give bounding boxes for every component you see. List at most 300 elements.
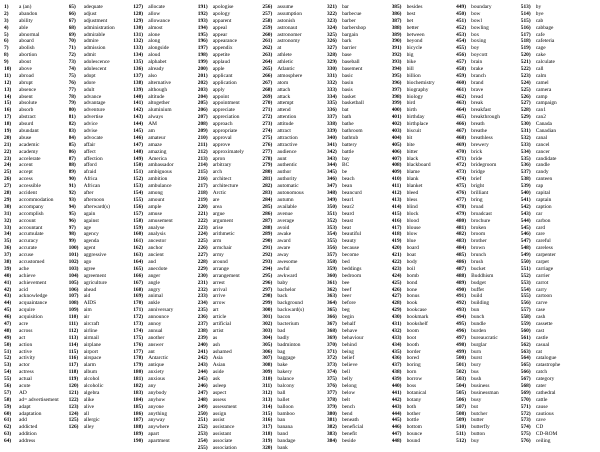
entry-number: 137) [133,72,144,79]
word-entry [456,431,521,438]
word-entry [521,259,586,266]
entry-number: 282) [262,183,273,190]
entry-number: 466) [456,121,467,128]
entry-word: allergic [83,417,100,424]
entry-number: 145) [133,128,144,135]
entry-word: breakfast [471,107,491,114]
entry-word: brewery [471,141,489,148]
word-entry [392,404,457,411]
word-entry [133,231,198,238]
word-entry [392,149,457,156]
entry-word: baggage [277,355,296,362]
word-entry [521,369,586,376]
entry-word: appropriate [212,128,238,135]
entry-number: 574) [520,424,531,431]
entry-word: assist [212,417,225,424]
entry-number: 456) [456,52,467,59]
entry-number: 213) [197,155,208,162]
entry-word: baseball [341,59,360,66]
entry-word: cast [535,327,545,334]
entry-word: bacon [277,314,291,321]
word-entry [521,390,586,397]
word-entry [198,349,263,356]
entry-number: 47) [4,320,12,327]
word-entry [521,156,586,163]
entry-word: cabbage [535,24,554,31]
word-entry [521,321,586,328]
entry-number: 371) [326,348,337,355]
word-entry [198,369,263,376]
entry-number: 110) [68,314,79,321]
word-entry [521,190,586,197]
entry-word: build [471,293,483,300]
word-entry [4,156,69,163]
word-entry [4,417,69,424]
entry-word: boundary [471,4,492,10]
word-entry [69,94,134,101]
entry-number: 406) [391,148,402,155]
word-entry [262,383,327,390]
entry-number: 262) [262,45,273,52]
word-entry [521,328,586,335]
entry-word: candy [535,169,549,176]
entry-number: 40) [4,272,12,279]
word-entry [392,349,457,356]
entry-word: astronaut [277,24,298,31]
entry-word: broadcast [471,210,492,217]
entry-word: ability [19,17,33,24]
entry-word: arrive [212,293,226,300]
word-entry [198,335,263,342]
word-entry [521,300,586,307]
word-entry [262,390,327,397]
entry-number: 350) [326,203,337,210]
entry-number: 238) [197,327,208,334]
entry-word: accompany [19,203,44,210]
word-entry [392,397,457,404]
word-entry [69,107,134,114]
entry-number: 381) [326,417,337,424]
word-entry [4,94,69,101]
entry-word: adolescence [83,59,110,66]
entry-number: 368) [326,327,337,334]
entry-word: attach [277,86,291,93]
entry-number: 497) [456,334,467,341]
word-entry [262,149,327,156]
entry-number: 345) [326,169,337,176]
entry-number: 156) [133,203,144,210]
word-entry [69,293,134,300]
word-entry [262,100,327,107]
entry-word: and [148,258,156,265]
word-entry [69,4,134,11]
word-entry [521,25,586,32]
entry-number: 89) [68,169,76,176]
word-entry [69,245,134,252]
entry-number: 380) [326,410,337,417]
entry-number: 275) [262,134,273,141]
word-entry [4,225,69,232]
entry-number: 106) [68,286,79,293]
entry-number: 465) [456,114,467,121]
word-entry [327,307,392,314]
word-entry [4,280,69,287]
entry-word: before [341,300,356,307]
entry-number: 217) [197,183,208,190]
entry-number: 28) [4,190,12,197]
word-entry [69,287,134,294]
word-entry [327,66,392,73]
entry-word: cater [535,382,547,389]
entry-number: 379) [326,403,337,410]
entry-number: 4) [4,24,9,31]
word-entry [456,355,521,362]
entry-number: 415) [391,210,402,217]
word-entry [392,52,457,59]
word-entry [262,424,327,431]
entry-word: case [535,307,546,314]
entry-word: apologise [212,4,234,10]
entry-number: 35) [4,238,12,245]
entry-number: 383) [326,431,337,438]
word-entry [262,73,327,80]
entry-word: basketball [341,100,364,107]
entry-word: ceiling [535,438,551,445]
word-entry [69,362,134,369]
entry-number: 148) [133,148,144,155]
word-entry [4,307,69,314]
word-entry [327,32,392,39]
entry-number: 304) [262,334,273,341]
entry-word: bridegroom [471,162,497,169]
entry-number: 424) [391,272,402,279]
entry-number: 214) [197,162,208,169]
entry-word: badminton [277,341,301,348]
entry-number: 240) [197,341,208,348]
entry-word: abrupt [19,79,33,86]
word-entry [198,45,263,52]
entry-word: also [148,72,157,79]
entry-word: beautiful [341,231,362,238]
entry-number: 348) [326,190,337,197]
word-entry [4,300,69,307]
word-entry [521,231,586,238]
word-entry [4,259,69,266]
word-entry [327,176,392,183]
entry-word: admit [83,52,96,59]
entry-word: air [83,314,90,321]
word-entry [4,383,69,390]
entry-number: 129) [133,17,144,24]
entry-number: 469) [456,141,467,148]
entry-word: anyway [148,417,165,424]
word-entry [327,218,392,225]
entry-number: 64) [4,438,12,445]
word-entry [327,293,392,300]
entry-number: 179) [133,362,144,369]
entry-number: 244) [197,369,208,376]
entry-word: brush [471,258,484,265]
word-entry [521,87,586,94]
entry-number: 132) [133,38,144,45]
word-entry [198,438,263,445]
word-entry [456,107,521,114]
word-entry [69,121,134,128]
entry-number: 448) [391,438,402,445]
entry-word: airspace [83,355,102,362]
entry-number: 87) [68,155,76,162]
entry-word: acquire [19,307,35,314]
word-entry [69,314,134,321]
entry-word: aircraft [83,320,100,327]
entry-number: 562) [520,341,531,348]
entry-number: 404) [391,134,402,141]
entry-number: 245) [197,376,208,383]
entry-number: 459) [456,72,467,79]
entry-word: camp [535,93,548,100]
word-entry [327,45,392,52]
entry-number: 521) [520,59,531,66]
entry-number: 519) [520,45,531,52]
word-entry [327,80,392,87]
word-entry [521,204,586,211]
entry-number: 75) [68,72,76,79]
word-entry [133,211,198,218]
word-entry [456,162,521,169]
entry-word: admission [83,45,106,52]
entry-number: 353) [326,224,337,231]
entry-number: 171) [133,307,144,314]
entry-word: alphabet [148,59,167,66]
entry-word: behalf [341,320,356,327]
word-entry [133,183,198,190]
entry-word: against [83,217,99,224]
entry-number: 522) [520,66,531,73]
word-entry [262,404,327,411]
entry-word: arch [212,169,223,176]
entry-number: 123) [68,403,79,410]
entry-word: appearance [212,38,238,45]
entry-word: authentic [277,162,298,169]
word-entry [327,369,392,376]
entry-word: AIDS [83,300,97,307]
word-entry [456,45,521,52]
entry-number: 243) [197,362,208,369]
entry-number: 444) [391,410,402,417]
word-column [262,4,327,452]
word-entry [69,66,134,73]
entry-number: 407) [391,155,402,162]
word-entry [456,176,521,183]
entry-word: arrest [212,279,225,286]
entry-number: 489) [456,279,467,286]
entry-word: boy [471,45,480,52]
word-entry [198,190,263,197]
word-entry [69,355,134,362]
word-entry [392,417,457,424]
entry-word: bonus [406,293,420,300]
word-entry [198,390,263,397]
word-entry [69,197,134,204]
entry-number: 496) [456,327,467,334]
word-entry [456,404,521,411]
entry-number: 566) [520,369,531,376]
word-entry [456,287,521,294]
entry-word: ahead [83,286,97,293]
entry-number: 52) [4,355,12,362]
entry-number: 133) [133,45,144,52]
entry-number: 354) [326,231,337,238]
entry-number: 290) [262,238,273,245]
word-entry [198,362,263,369]
entry-word: anybody [148,389,167,396]
word-entry [392,231,457,238]
word-entry [198,431,263,438]
entry-number: 269) [262,93,273,100]
entry-word: button [471,431,485,438]
entry-number: 341) [326,141,337,148]
entry-word: acute [19,382,31,389]
word-entry [4,183,69,190]
word-entry [392,94,457,101]
entry-number: 228) [197,258,208,265]
entry-word: alongside [148,45,169,52]
word-entry [327,183,392,190]
entry-word: adolescent [83,66,107,73]
word-entry [262,204,327,211]
entry-word: big [406,52,414,59]
entry-word: arrangement [212,272,240,279]
word-entry [456,197,521,204]
entry-word: angry [148,286,161,293]
word-entry [4,169,69,176]
word-entry [262,411,327,418]
entry-number: 364) [326,300,337,307]
entry-word: ache [19,265,29,272]
entry-word: brand [471,79,484,86]
word-entry [262,307,327,314]
entry-number: 365) [326,307,337,314]
entry-number: 560) [520,327,531,334]
entry-word: advantage [83,100,106,107]
word-entry [392,156,457,163]
word-entry [69,183,134,190]
entry-word: balcony [277,382,295,389]
word-entry [262,94,327,101]
entry-number: 331) [326,72,337,79]
word-entry [521,342,586,349]
entry-word: able [19,24,28,31]
word-entry [133,18,198,25]
entry-number: 499) [456,348,467,355]
entry-number: 402) [391,121,402,128]
word-entry [133,197,198,204]
word-entry [456,328,521,335]
entry-word: Canadian [535,128,557,135]
entry-number: 234) [197,300,208,307]
entry-word: animal [148,293,163,300]
word-entry [392,300,457,307]
entry-word: bark [341,38,352,45]
word-entry [4,321,69,328]
entry-number: 77) [68,86,76,93]
word-entry [456,121,521,128]
entry-number: 436) [391,355,402,362]
word-entry [262,369,327,376]
entry-word: blue [406,238,416,245]
word-entry [4,100,69,107]
entry-number: 270) [262,100,273,107]
entry-number: 319) [262,438,273,445]
entry-word: bit [406,134,413,141]
entry-number: 567) [520,376,531,383]
word-entry [456,252,521,259]
entry-word: attention [277,114,297,121]
entry-word: beddings [341,265,362,272]
entry-word: bucket [471,265,486,272]
entry-word: aggressive [83,252,107,259]
word-entry [4,38,69,45]
word-column [4,4,69,445]
word-entry [521,424,586,431]
entry-word: association [212,445,237,451]
entry-word: but [471,403,479,410]
entry-word: athlete [277,52,292,59]
entry-number: 545) [520,224,531,231]
entry-word: apart [148,431,159,438]
entry-number: 163) [133,252,144,259]
word-entry [262,128,327,135]
word-entry [456,149,521,156]
word-entry [133,11,198,18]
entry-number: 207) [197,114,208,121]
entry-word: appointment [212,100,240,107]
entry-number: 462) [456,93,467,100]
entry-word: afternoon [83,196,105,203]
entry-number: 10) [4,66,12,73]
entry-word: brunch [471,252,487,259]
entry-number: 387) [391,17,402,24]
entry-word: apron [212,155,226,162]
entry-word: aloud [148,52,161,59]
word-entry [521,383,586,390]
entry-number: 286) [262,210,273,217]
word-entry [262,162,327,169]
entry-word: announce [148,314,169,321]
word-entry [133,59,198,66]
entry-number: 218) [197,190,208,197]
entry-number: 104) [68,272,79,279]
entry-number: 189) [133,431,144,438]
entry-number: 205) [197,100,208,107]
entry-word: artist [212,327,224,334]
entry-number: 176) [133,341,144,348]
entry-word: authority [277,176,297,183]
entry-word: building [471,300,490,307]
word-entry [521,94,586,101]
entry-word: amateur [148,134,166,141]
entry-word: airplane [83,341,101,348]
entry-word: Africa [83,176,98,183]
entry-word: beach [341,176,355,183]
entry-word: aside [212,369,224,376]
entry-number: 128) [133,10,144,17]
word-entry [327,245,392,252]
entry-number: 327) [326,45,337,52]
word-entry [521,307,586,314]
entry-number: 194) [197,24,208,31]
entry-number: 543) [520,210,531,217]
